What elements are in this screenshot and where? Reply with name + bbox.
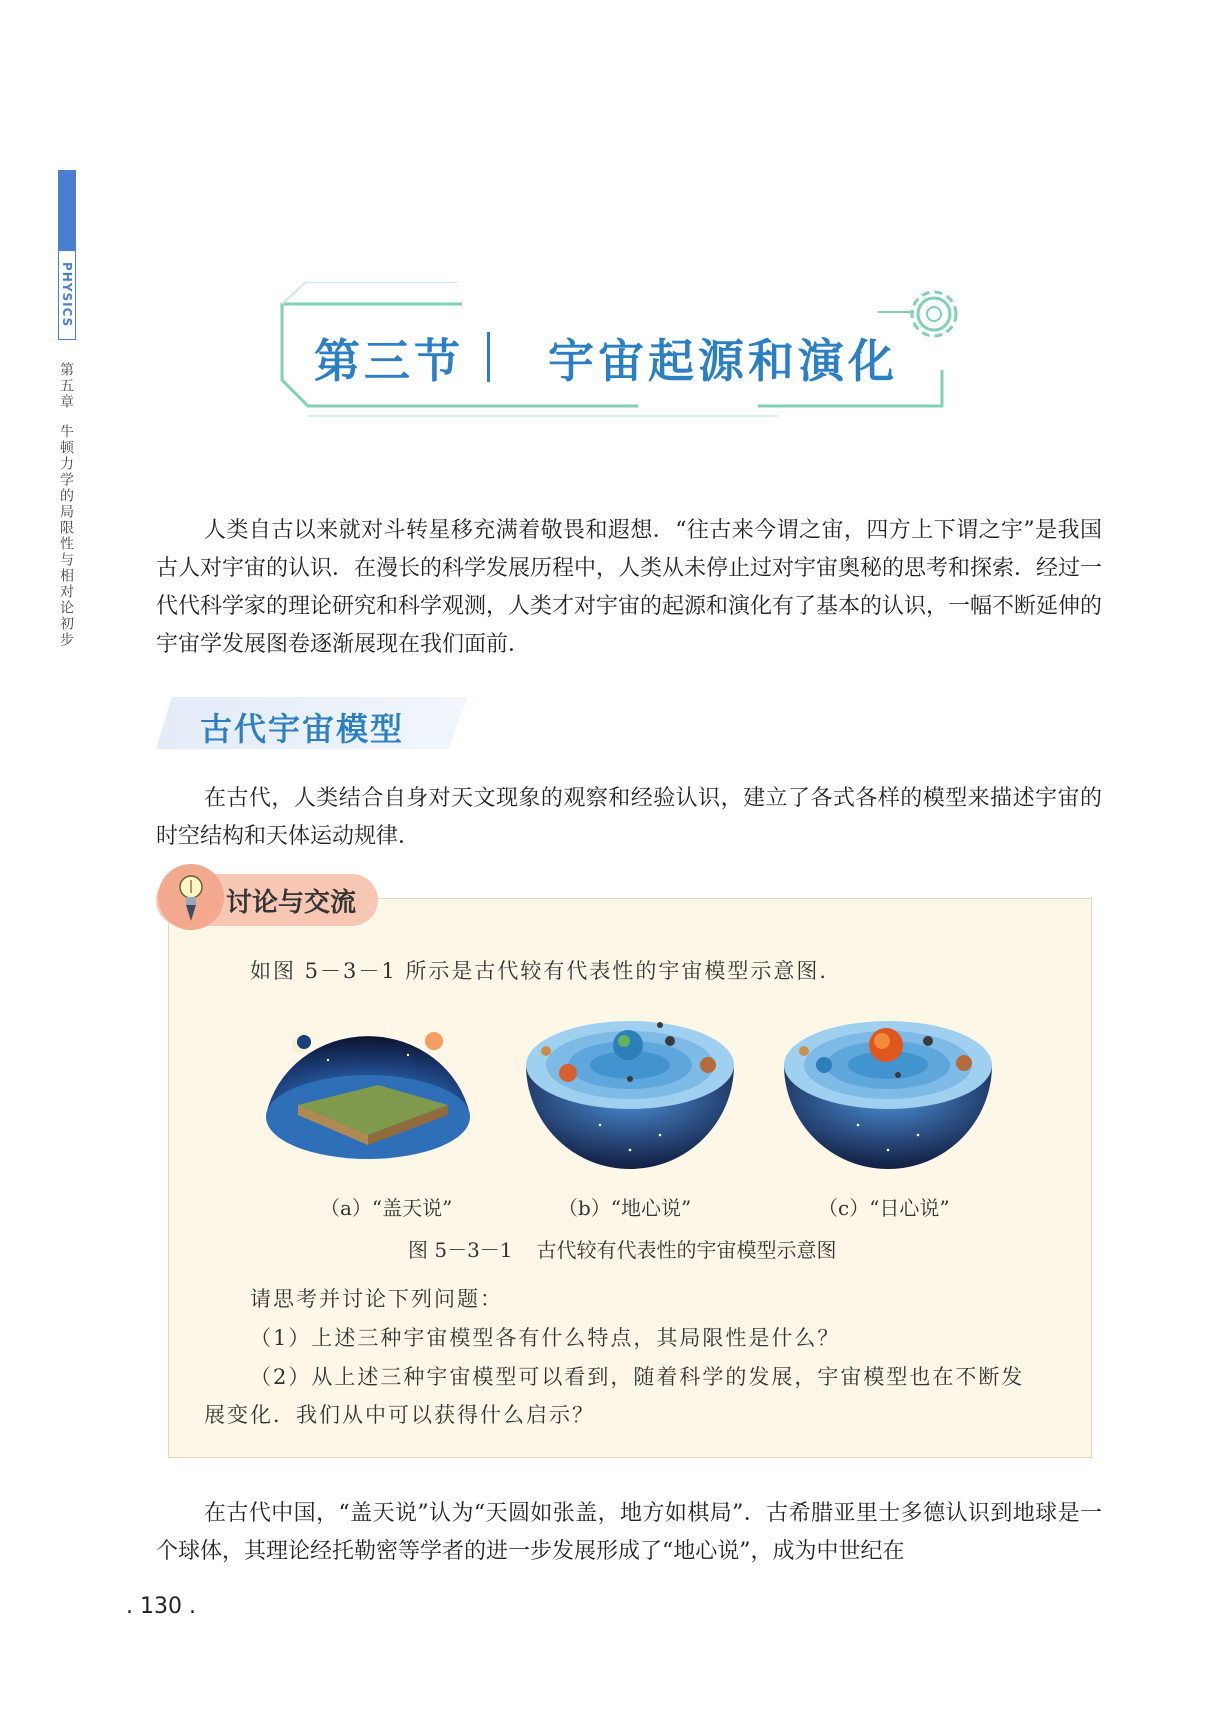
sidebar-chapter: [58, 362, 76, 648]
discussion-intro: 如图 5－3－1 所示是古代较有代表性的宇宙模型示意图．: [250, 959, 843, 983]
caption-b: （b）“地心说”: [558, 1196, 692, 1220]
discussion-prompt: 请思考并讨论下列问题：: [250, 1287, 503, 1311]
discussion-title: 讨论与交流: [226, 888, 357, 918]
subheading-banner: [156, 697, 476, 749]
intro-paragraph: 人类自古以来就对斗转星移充满着敬畏和遐想．“往古来今谓之宙，四方上下谓之宇”是我国古人对宇宙的认识．在漫长的科学发展历程中，人类从未停止过对宇宙奥秘的思考和探索．经过一代代科学家的理论研究和科学观测，人类才对宇宙的起源和演化有了基本的认识，一幅不断延伸的宇宙学发展图卷逐渐展现在我们面前．: [156, 518, 1103, 657]
chapter-number: 第五章: [58, 362, 74, 410]
page-number: . 130 .: [126, 1594, 196, 1619]
figure-gaitian: [258, 1005, 478, 1170]
section-number: 第三节: [314, 334, 464, 388]
figure-dixin: [520, 1005, 740, 1170]
closing-paragraph: 在古代中国，“盖天说”认为“天圆如张盖，地方如棋局”．古希腊亚里士多德认识到地球是一个球体，其理论经托勒密等学者的进一步发展形成了“地心说”，成为中世纪在: [156, 1501, 1102, 1564]
figure-rixin: [778, 1005, 998, 1170]
figure-caption: [408, 1234, 837, 1263]
physics-label: PHYSICS: [60, 262, 74, 328]
figure-number: 图 5－3－1: [408, 1238, 513, 1262]
title-divider: [487, 332, 490, 382]
gear-icon: [912, 292, 956, 336]
lightbulb-icon: [158, 864, 224, 930]
sidebar-physics-tag: [58, 250, 76, 340]
caption-a: （a）“盖天说”: [320, 1196, 453, 1220]
subheading-text: 古代宇宙模型: [200, 710, 405, 748]
question-2-line-2: 展变化．我们从中可以获得什么启示？: [204, 1403, 595, 1427]
section-title: 宇宙起源和演化: [548, 334, 898, 388]
question-1: （1）上述三种宇宙模型各有什么特点，其局限性是什么？: [250, 1326, 841, 1350]
question-2-line-1: （2）从上述三种宇宙模型可以看到，随着科学的发展，宇宙模型也在不断发: [250, 1365, 1025, 1389]
chapter-title: 牛顿力学的局限性与相对论初步: [58, 424, 74, 648]
caption-c: （c）“日心说”: [818, 1196, 950, 1220]
ancient-paragraph: 在古代，人类结合自身对天文现象的观察和经验认识，建立了各式各样的模型来描述宇宙的时空结构和天体运动规律．: [156, 786, 1102, 849]
figure-group: [258, 1005, 1018, 1170]
figure-title: 古代较有代表性的宇宙模型示意图: [536, 1238, 837, 1262]
